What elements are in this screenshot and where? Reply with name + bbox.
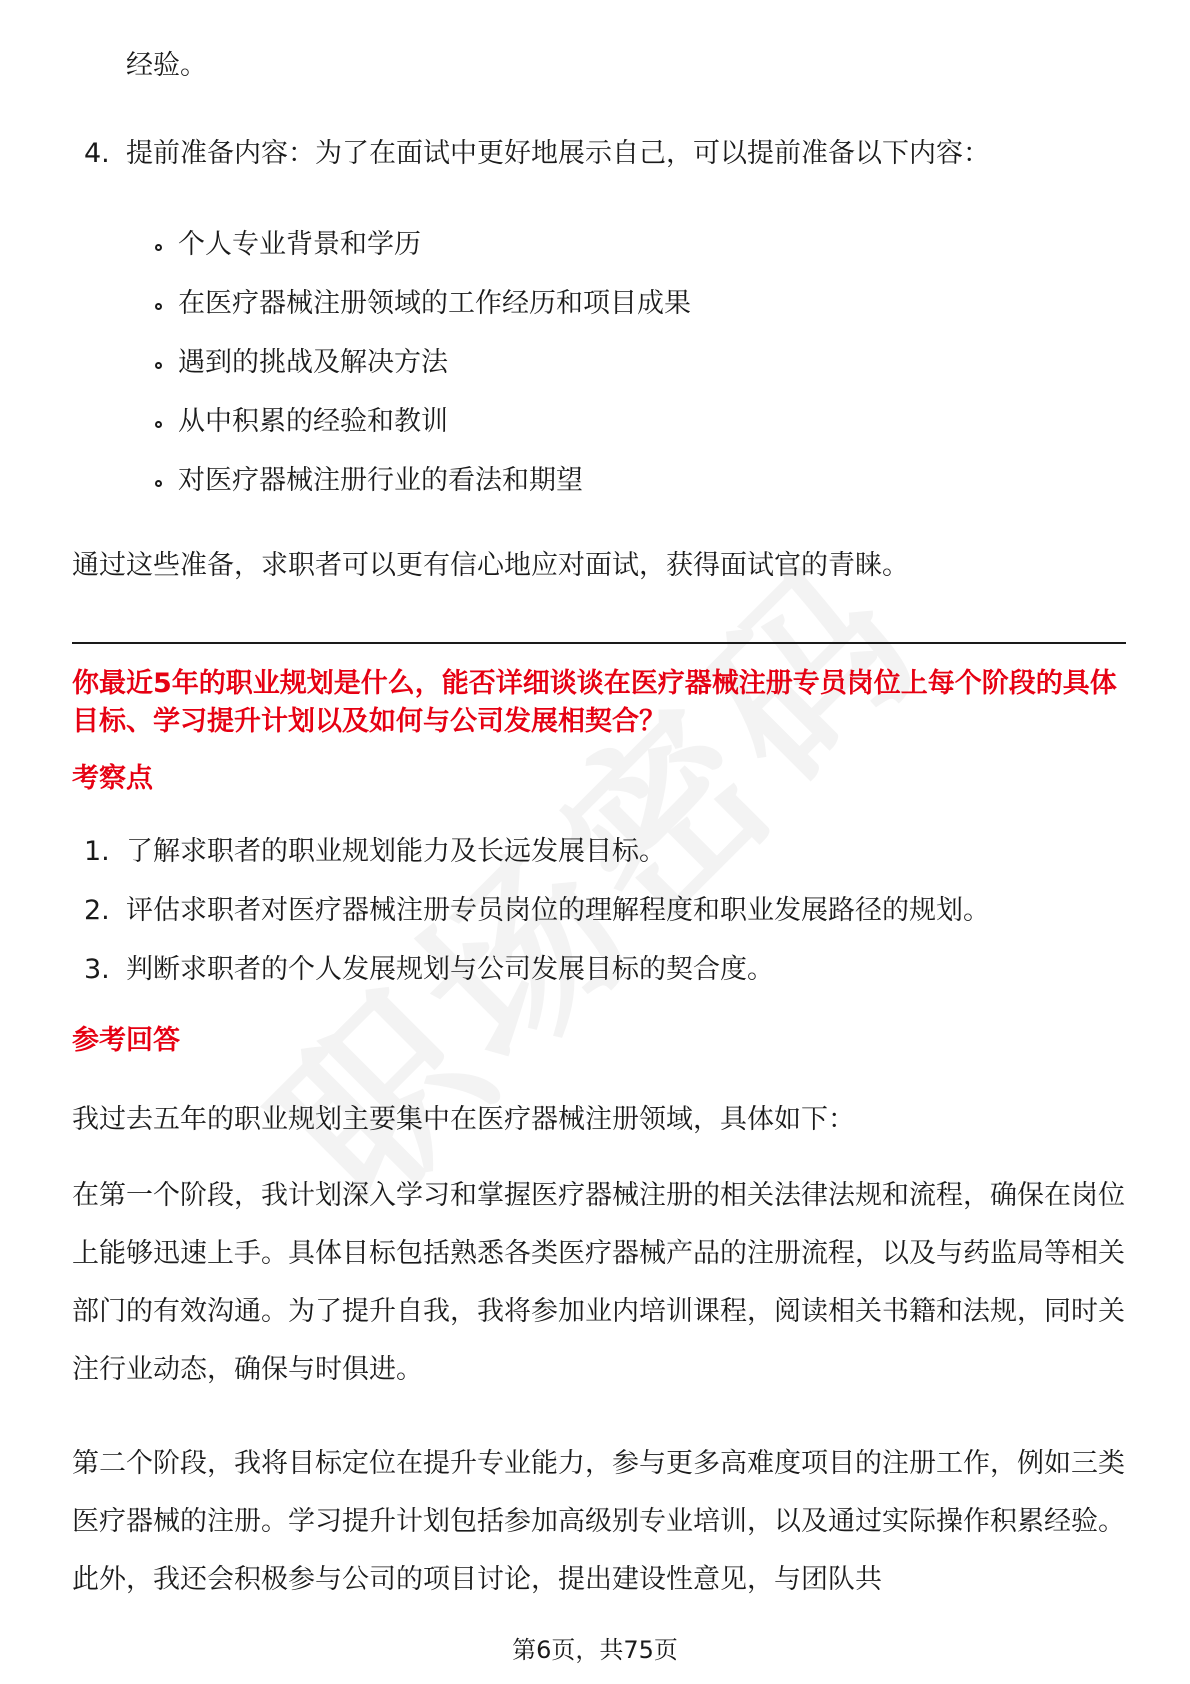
list-item-text: 了解求职者的职业规划能力及长远发展目标。: [126, 836, 666, 867]
list-item-text: 评估求职者对医疗器械注册专员岗位的理解程度和职业发展路径的规划。: [126, 895, 990, 926]
continuation-text: 经验。: [126, 50, 207, 81]
bullet-item: 从中积累的经验和教训: [178, 406, 448, 437]
page-number: 第6页，共75页: [512, 1636, 678, 1664]
bullet-icon: [155, 421, 162, 428]
list-number: 2.: [84, 895, 110, 926]
question-heading: 你最近5年的职业规划是什么，能否详细谈谈在医疗器械注册专员岗位上每个阶段的具体目标、学习提升计划以及如何与公司发展相契合？: [72, 668, 1117, 737]
list-item-text: 提前准备内容：为了在面试中更好地展示自己，可以提前准备以下内容：: [126, 138, 990, 169]
answer-intro: 我过去五年的职业规划主要集中在医疗器械注册领域，具体如下：: [72, 1104, 855, 1135]
bullet-icon: [155, 303, 162, 310]
answer-paragraph-1: 在第一个阶段，我计划深入学习和掌握医疗器械注册的相关法律法规和流程，确保在岗位上能够迅速上手。具体目标包括熟悉各类医疗器械产品的注册流程，以及与药监局等相关部门的有效沟通。为了提升自我，我将参加业内培训课程，阅读相关书籍和法规，同时关注行业动态，确保与时俱进。: [72, 1180, 1125, 1385]
list-item-text: 判断求职者的个人发展规划与公司发展目标的契合度。: [126, 954, 774, 985]
answer-heading: 参考回答: [72, 1025, 180, 1056]
list-number: 4.: [84, 138, 110, 169]
assessment-heading: 考察点: [72, 763, 153, 794]
list-number: 3.: [84, 954, 110, 985]
bullet-item: 对医疗器械注册行业的看法和期望: [178, 465, 583, 496]
summary-text: 通过这些准备，求职者可以更有信心地应对面试，获得面试官的青睐。: [72, 550, 909, 581]
bullet-icon: [155, 480, 162, 487]
bullet-icon: [155, 362, 162, 369]
list-number: 1.: [84, 836, 110, 867]
answer-paragraph-2: 第二个阶段，我将目标定位在提升专业能力，参与更多高难度项目的注册工作，例如三类医疗器械的注册。学习提升计划包括参加高级别专业培训，以及通过实际操作积累经验。此外，我还会积极参与公司的项目讨论，提出建设性意见，与团队共: [72, 1448, 1125, 1595]
bullet-icon: [155, 244, 162, 251]
bullet-item: 在医疗器械注册领域的工作经历和项目成果: [178, 288, 691, 319]
bullet-item: 个人专业背景和学历: [178, 229, 421, 260]
section-divider: [72, 642, 1126, 644]
bullet-item: 遇到的挑战及解决方法: [178, 347, 448, 378]
